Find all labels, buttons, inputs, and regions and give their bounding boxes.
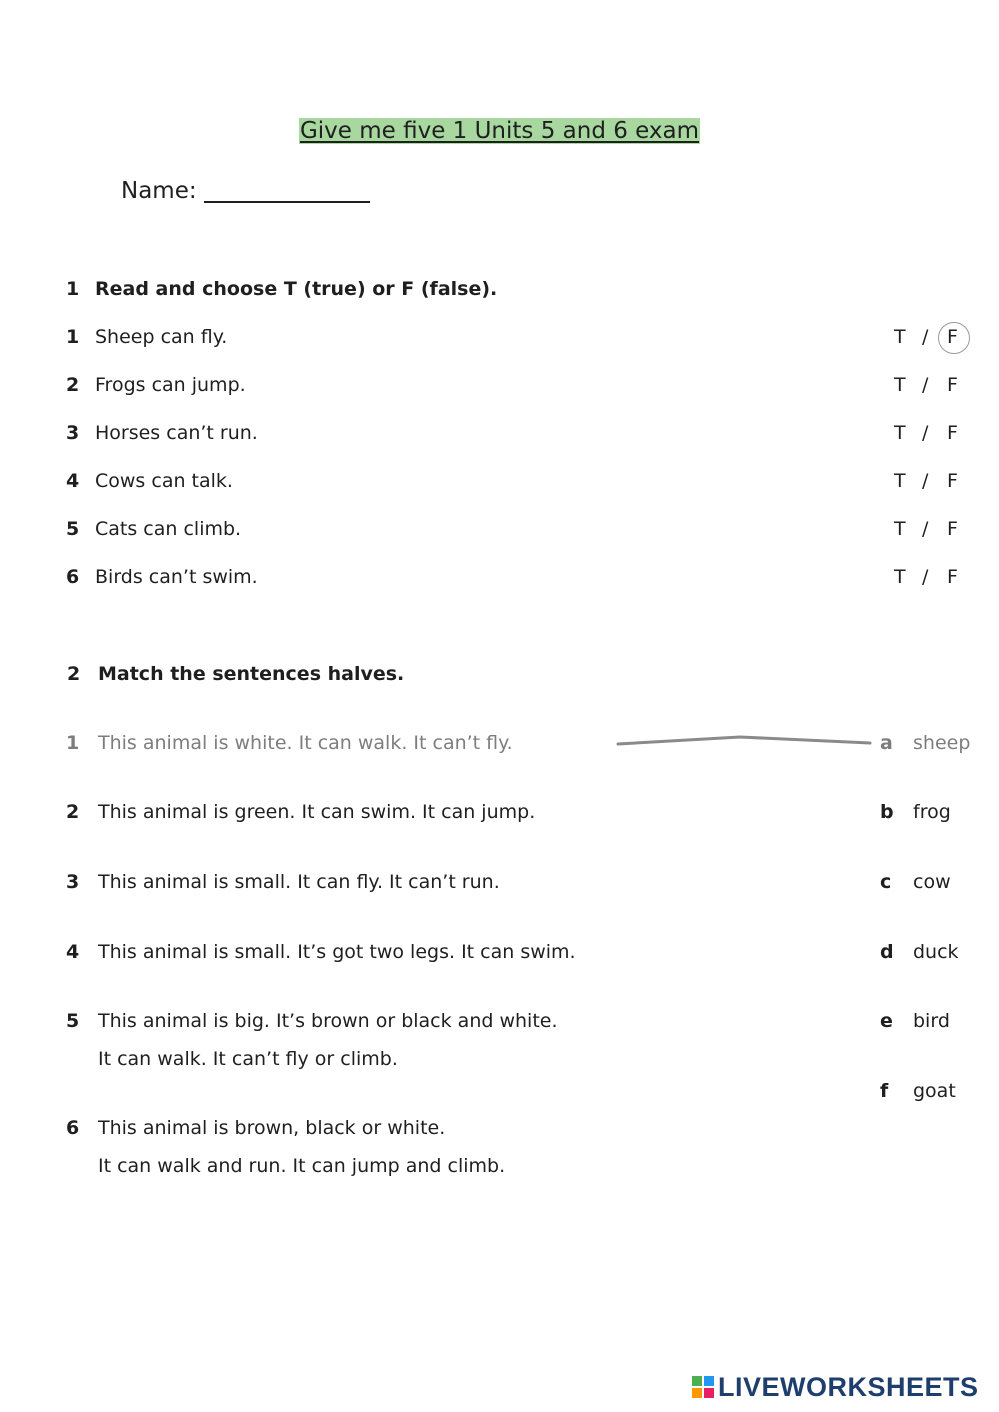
tf-item-number: 4 [66,470,80,492]
section1-number: 1 [66,278,80,300]
answer-letter: f [880,1080,889,1102]
match-sentence[interactable]: This animal is green. It can swim. It can jump. [98,801,536,823]
false-option[interactable]: F [947,566,958,588]
tf-item-number: 1 [66,326,80,348]
false-option[interactable]: F [947,374,958,396]
true-option[interactable]: T [894,374,906,396]
answer-letter: b [880,801,894,823]
match-item-number: 1 [66,732,80,754]
section2-instruction: Match the sentences halves. [98,663,405,685]
tf-item-number: 6 [66,566,80,588]
true-option[interactable]: T [894,470,906,492]
true-option[interactable]: T [894,422,906,444]
answer-word[interactable]: cow [913,871,951,893]
true-option[interactable]: T [894,566,906,588]
match-item-number: 6 [66,1117,80,1139]
tf-separator: / [922,422,929,444]
tf-item-text: Frogs can jump. [95,374,246,396]
tf-item-number: 2 [66,374,80,396]
true-option[interactable]: T [894,518,906,540]
false-option[interactable]: F [947,422,958,444]
answer-word[interactable]: bird [913,1010,950,1032]
match-sentence-continued[interactable]: It can walk and run. It can jump and climb. [98,1155,506,1177]
page-title-text: Give me five 1 Units 5 and 6 exam [299,118,700,144]
tf-separator: / [922,374,929,396]
match-sentence[interactable]: This animal is big. It’s brown or black and white. [98,1010,558,1032]
answer-word: sheep [913,732,971,754]
answer-letter: c [880,871,892,893]
false-option[interactable]: F [947,326,958,348]
match-item-number: 4 [66,941,80,963]
match-sentence-continued[interactable]: It can walk. It can’t fly or climb. [98,1048,398,1070]
answer-letter: a [880,732,893,754]
answer-word[interactable]: duck [913,941,959,963]
tf-item-number: 5 [66,518,80,540]
tf-separator: / [922,566,929,588]
match-sentence[interactable]: This animal is small. It can fly. It can’t run. [98,871,500,893]
answer-letter: e [880,1010,893,1032]
section1-instruction: Read and choose T (true) or F (false). [95,278,498,300]
match-item-number: 3 [66,871,80,893]
answer-word[interactable]: goat [913,1080,956,1102]
tf-item-number: 3 [66,422,80,444]
match-sentence[interactable]: This animal is brown, black or white. [98,1117,446,1139]
liveworksheets-logo-icon [692,1376,714,1398]
tf-item-text: Sheep can fly. [95,326,228,348]
liveworksheets-logo-text: LIVEWORKSHEETS [718,1372,979,1402]
tf-separator: / [922,518,929,540]
answer-letter: d [880,941,894,963]
match-item-number: 2 [66,801,80,823]
true-option[interactable]: T [894,326,906,348]
false-option[interactable]: F [947,518,958,540]
tf-separator: / [922,326,929,348]
match-sentence: This animal is white. It can walk. It can’t fly. [98,732,513,754]
match-sentence[interactable]: This animal is small. It’s got two legs. It can swim. [98,941,576,963]
tf-item-text: Birds can’t swim. [95,566,258,588]
tf-separator: / [922,470,929,492]
answer-word[interactable]: frog [913,801,951,823]
tf-item-text: Cats can climb. [95,518,242,540]
false-option[interactable]: F [947,470,958,492]
tf-item-text: Cows can talk. [95,470,233,492]
match-item-number: 5 [66,1010,80,1032]
tf-item-text: Horses can’t run. [95,422,258,444]
name-label: Name: [121,178,197,204]
section2-number: 2 [67,663,81,685]
